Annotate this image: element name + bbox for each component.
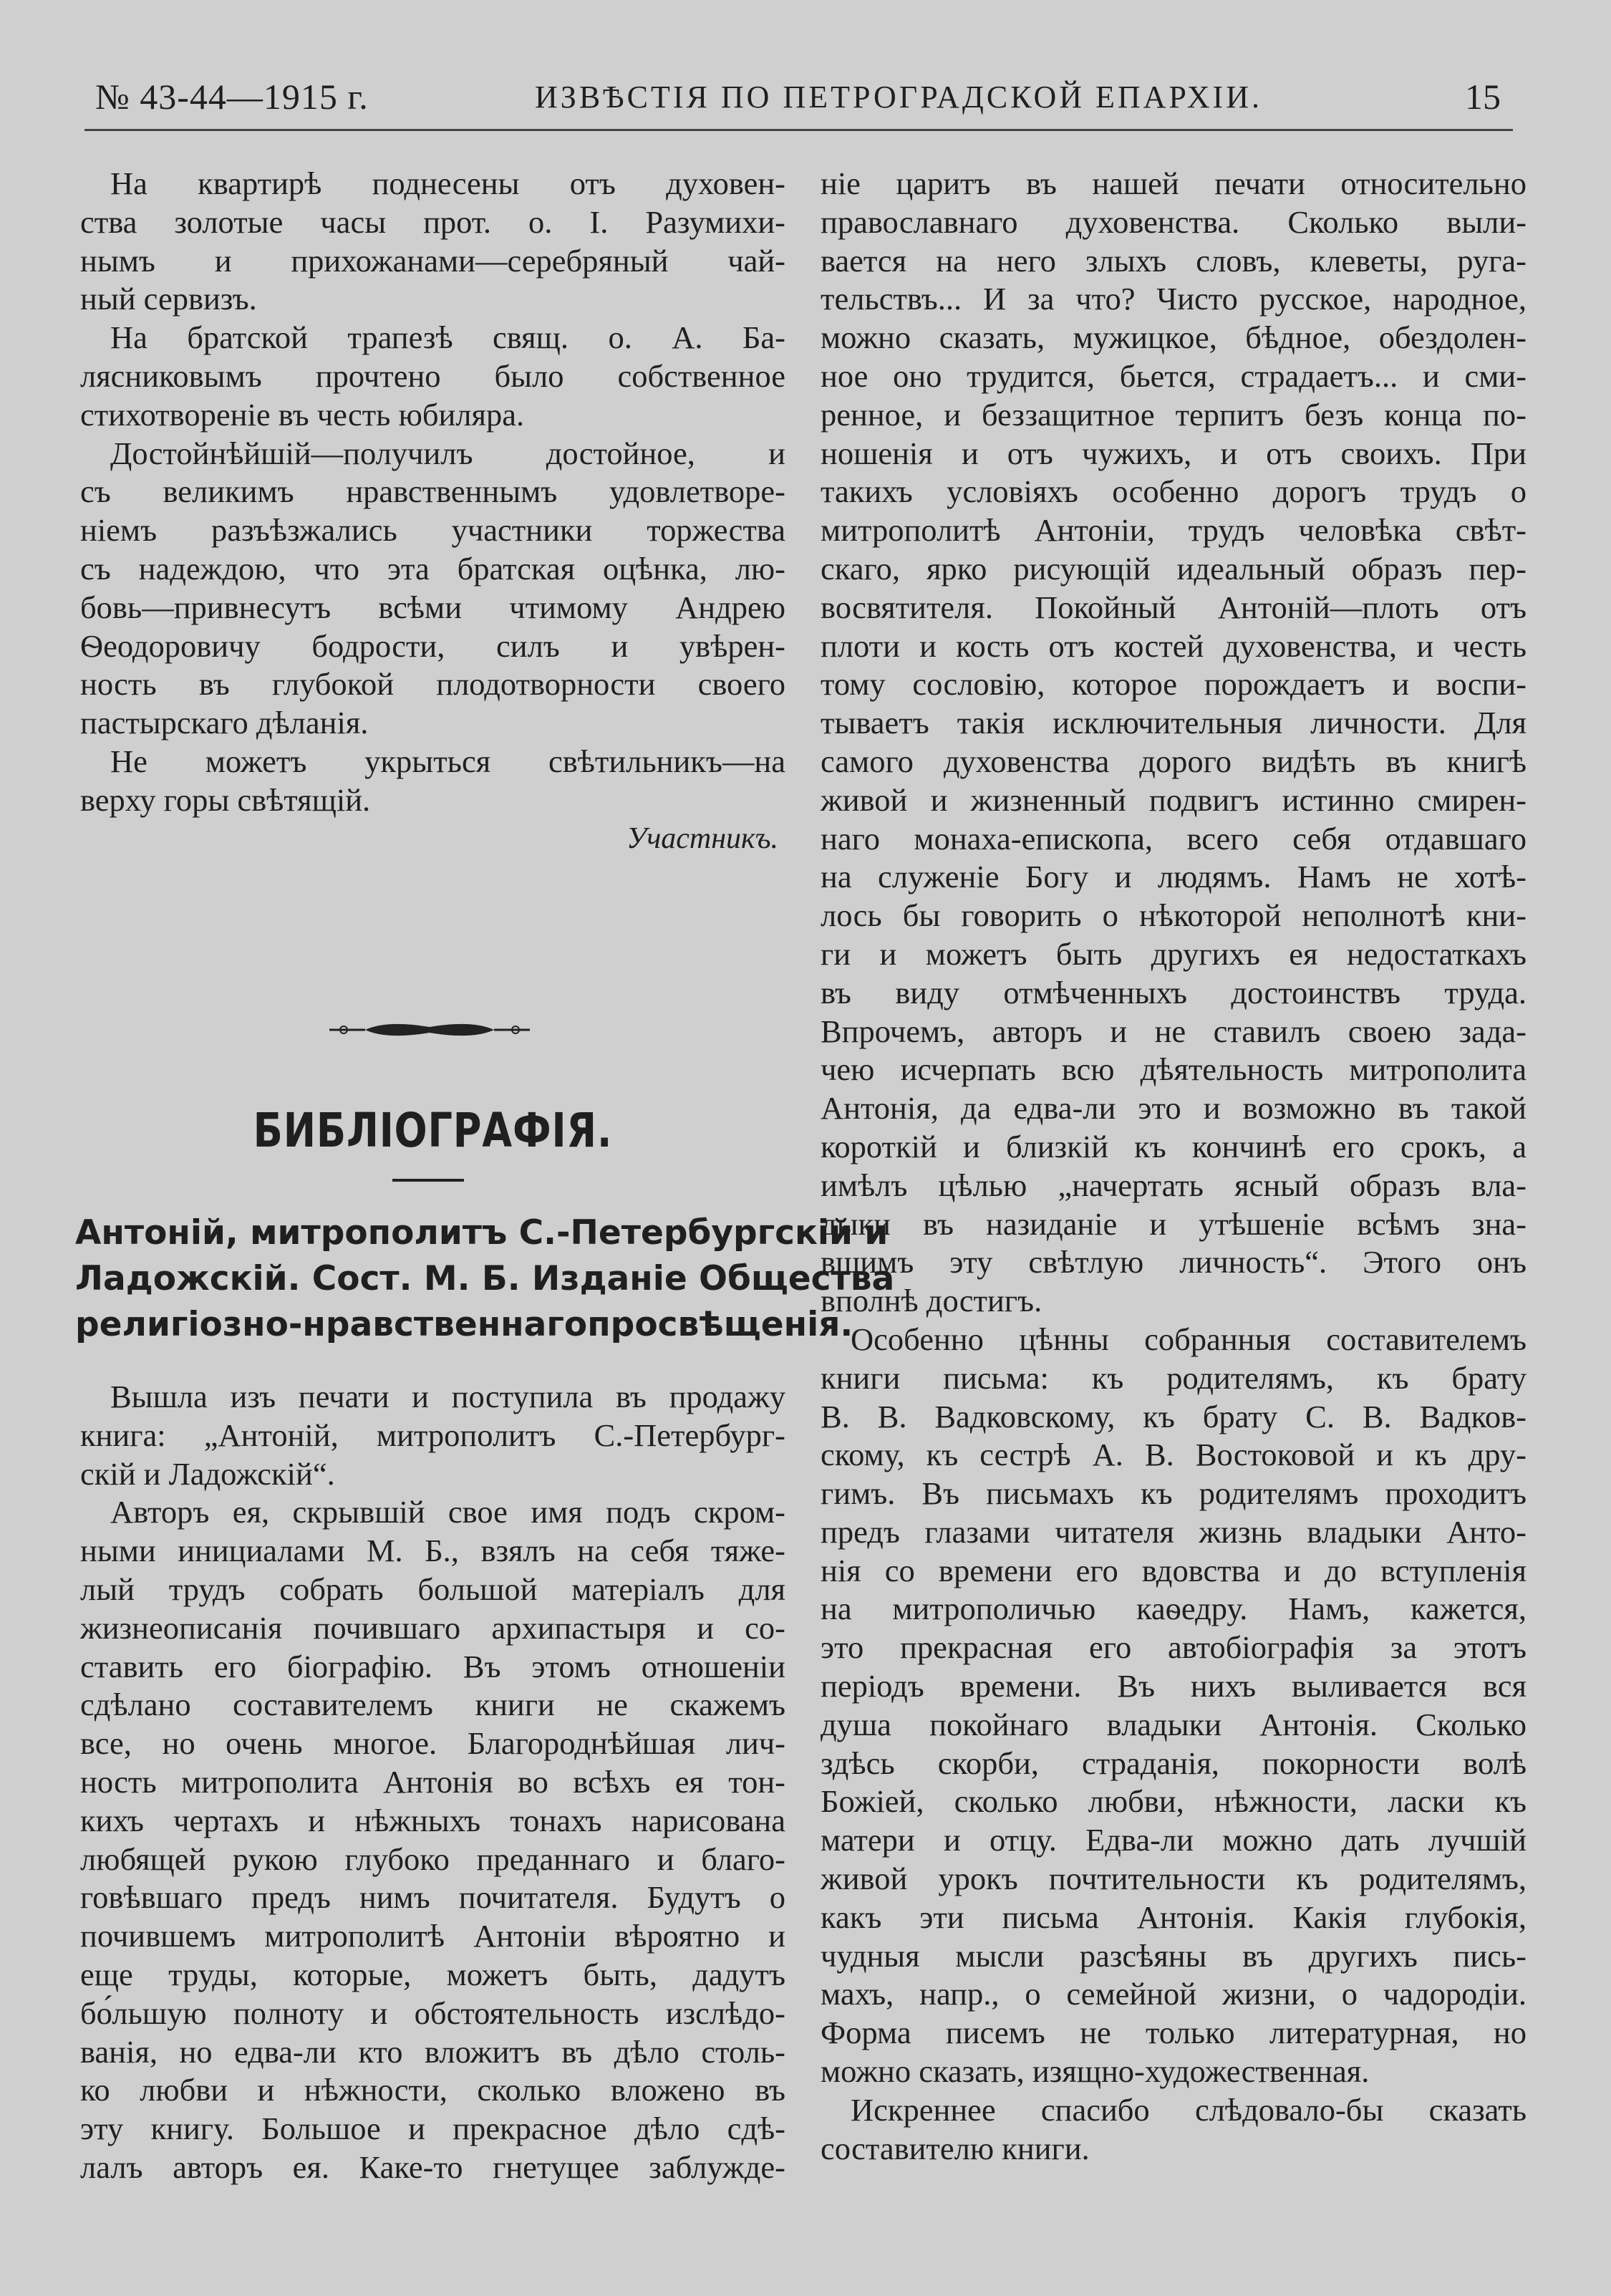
text-line: На квартирѣ поднесены отъ духовен- bbox=[110, 165, 785, 201]
book-title-line: религіозно-нравственнагопросвѣщенія. bbox=[75, 1305, 853, 1344]
text-line: Авторъ ея, скрывшій свое имя подъ скром- bbox=[110, 1494, 785, 1530]
text-line: на митрополичью каѳедру. Намъ, кажется, bbox=[821, 1591, 1527, 1627]
text-line: бо́льшую полноту и обстоятельность изслѣдо- bbox=[80, 1994, 785, 2031]
text-line: Вышла изъ печати и поступила въ продажу bbox=[110, 1379, 785, 1414]
signature: Участникъ. bbox=[626, 821, 778, 855]
text-line: еще труды, которые, можетъ быть, дадутъ bbox=[80, 1956, 785, 1992]
text-line: ношенія и отъ чужихъ, и отъ своихъ. При bbox=[821, 435, 1527, 471]
text-line: вшимъ эту свѣтлую личность“. Этого онъ bbox=[821, 1244, 1527, 1280]
page-number: 15 bbox=[1465, 77, 1501, 117]
text-line: тываетъ такія исключительныя личности. Для bbox=[821, 705, 1527, 741]
text-line: матери и отцу. Едва-ли можно дать лучшій bbox=[821, 1822, 1527, 1858]
page-header bbox=[90, 69, 1511, 119]
text-line: плоти и кость отъ костей духовенства, и честь bbox=[821, 627, 1527, 664]
text-line: В. В. Вадковскому, къ брату С. В. Вадков- bbox=[821, 1398, 1527, 1434]
text-line: лясниковымъ прочтено было собственное bbox=[80, 357, 785, 394]
text-line: верху горы свѣтящій. bbox=[80, 781, 371, 818]
issue-number: № 43-44—1915 г. bbox=[95, 77, 369, 117]
text-line: Искреннее спасибо слѣдовало-бы сказать bbox=[851, 2091, 1527, 2128]
text-line: ставить его біографію. Въ этомъ отношеніи bbox=[80, 1648, 785, 1684]
text-line: Божіей, сколько любви, нѣжности, ласки къ bbox=[821, 1783, 1527, 1820]
text-line: гимъ. Въ письмахъ къ родителямъ проходитъ bbox=[821, 1475, 1527, 1512]
text-line: православнаго духовенства. Сколько выли- bbox=[821, 203, 1527, 240]
text-line: нія со времени его вдовства и до вступленія bbox=[821, 1552, 1527, 1588]
text-line: эту книгу. Большое и прекрасное дѣло сдѣ- bbox=[80, 2111, 785, 2147]
text-line: кихъ чертахъ и нѣжныхъ тонахъ нарисована bbox=[80, 1802, 785, 1838]
text-line: Не можетъ укрыться свѣтильникъ—на bbox=[110, 743, 785, 779]
paragraph bbox=[80, 1378, 785, 1493]
text-line: вполнѣ достигъ. bbox=[821, 1283, 1042, 1319]
text-line: предъ глазами читателя жизнь владыки Анто- bbox=[821, 1513, 1527, 1550]
text-line: чудныя мысли разсѣяны въ другихъ пись- bbox=[821, 1937, 1527, 1974]
book-title bbox=[75, 1210, 895, 1348]
text-line: въ виду отмѣченныхъ достоинствъ труда. bbox=[821, 974, 1527, 1010]
text-line: ніемъ разъѣзжались участники торжества bbox=[80, 512, 785, 549]
section-heading: БИБЛІОГРАФІЯ. bbox=[253, 1103, 613, 1158]
paragraph bbox=[80, 1493, 785, 2186]
text-line: скаго, ярко рисующій идеальный образъ пер- bbox=[821, 550, 1527, 587]
text-line: вается на него злыхъ словъ, клеветы, руга- bbox=[821, 242, 1527, 279]
text-line: Антонія, да едва-ли это и возможно въ такой bbox=[821, 1090, 1527, 1127]
text-line: пастырскаго дѣланія. bbox=[80, 705, 369, 741]
text-line: лый трудъ собрать большой матеріалъ для bbox=[80, 1571, 785, 1607]
text-line: періодъ времени. Въ нихъ выливается вся bbox=[821, 1668, 1527, 1704]
text-line: говѣвшаго предъ нимъ почитателя. Будутъ о bbox=[80, 1879, 785, 1916]
text-line: ное оно трудится, бьется, страдаетъ... и сми- bbox=[821, 357, 1527, 394]
text-line: ги и можетъ быть другихъ ея недостаткахъ bbox=[821, 935, 1527, 972]
text-line: живой урокъ почтительности къ родителямъ, bbox=[821, 1861, 1527, 1897]
paragraph bbox=[80, 743, 785, 820]
text-line: Ѳеодоровичу бодрости, силъ и увѣрен- bbox=[80, 627, 785, 664]
text-line: здѣсь скорби, страданія, покорности волѣ bbox=[821, 1745, 1527, 1781]
text-line: ный сервизъ. bbox=[80, 281, 257, 317]
text-line: ность митрополита Антонія во всѣхъ ея тон- bbox=[80, 1763, 785, 1800]
right-column bbox=[821, 165, 1527, 2168]
text-line: Форма писемъ не только литературная, но bbox=[821, 2015, 1527, 2051]
text-line: книги письма: къ родителямъ, къ брату bbox=[821, 1359, 1527, 1396]
text-line: ными инициалами М. Б., взялъ на себя тяже- bbox=[80, 1533, 785, 1569]
text-line: какъ эти письма Антонія. Какія глубокія, bbox=[821, 1899, 1527, 1935]
text-line: можно сказать, мужицкое, бѣдное, обездолен- bbox=[821, 319, 1527, 356]
header-rule bbox=[84, 129, 1513, 131]
paragraph bbox=[80, 435, 785, 743]
text-line: такихъ условіяхъ особенно дорогъ трудъ о bbox=[821, 473, 1527, 510]
text-line: на служеніе Богу и людямъ. Намъ не хотѣ- bbox=[821, 859, 1527, 895]
paragraph bbox=[80, 319, 785, 434]
paragraph bbox=[821, 1321, 1527, 2091]
text-line: ванія, но едва-ли кто вложитъ въ дѣло столь- bbox=[80, 2033, 785, 2070]
paragraph bbox=[821, 2091, 1527, 2169]
text-line: чею исчерпать всю дѣятельность митрополита bbox=[821, 1051, 1527, 1088]
text-line: это прекрасная его автобіографія за этотъ bbox=[821, 1629, 1527, 1666]
text-line: скому, къ сестрѣ А. В. Востоковой и къ дру- bbox=[821, 1437, 1527, 1473]
left-column-top bbox=[80, 165, 785, 858]
heading-rule bbox=[392, 1179, 464, 1182]
text-line: любящей рукою глубоко преданнаго и благо- bbox=[80, 1841, 785, 1877]
text-line: восвятителя. Покойный Антоній—плоть отъ bbox=[821, 589, 1527, 625]
text-line: можно сказать, изящно-художественная. bbox=[821, 2053, 1370, 2090]
text-line: душа покойнаго владыки Антонія. Сколько bbox=[821, 1706, 1527, 1742]
text-line: стихотвореніе въ честь юбиляра. bbox=[80, 396, 525, 433]
text-line: все, но очень многое. Благороднѣйшая лич- bbox=[80, 1725, 785, 1762]
text-line: скій и Ладожскій“. bbox=[80, 1455, 335, 1492]
text-line: съ надеждою, что эта братская оцѣнка, лю- bbox=[80, 550, 785, 587]
text-line: почившемъ митрополитѣ Антоніи вѣроятно и bbox=[80, 1918, 785, 1954]
text-line: наго монаха-епископа, всего себя отдавшаго bbox=[821, 820, 1527, 857]
text-line: ніе царитъ въ нашей печати относительно bbox=[821, 165, 1527, 201]
text-line: нымъ и прихожанами—серебряный чай- bbox=[80, 242, 785, 279]
text-line: составителю книги. bbox=[821, 2130, 1090, 2166]
ornament-divider bbox=[322, 1016, 537, 1044]
text-line: ренное, и беззащитное терпитъ безъ конца по- bbox=[821, 396, 1527, 433]
text-line: Впрочемъ, авторъ и не ставилъ своею зада- bbox=[821, 1013, 1527, 1049]
text-line: Достойнѣйшій—получилъ достойное, и bbox=[110, 435, 785, 471]
text-line: ко любви и нѣжности, сколько вложено въ bbox=[80, 2072, 785, 2108]
text-line: тому сословію, которое порождаетъ и воспи- bbox=[821, 666, 1527, 703]
text-line: сдѣлано составителемъ книги не скажемъ bbox=[80, 1687, 785, 1723]
text-line: лалъ авторъ ея. Каке-то гнетущее заблужде- bbox=[80, 2148, 785, 2185]
text-line: имѣлъ цѣлью „начертать ясный образъ вла- bbox=[821, 1167, 1527, 1203]
text-line: Особенно цѣнны собранныя составителемъ bbox=[851, 1321, 1527, 1357]
text-line: митрополитѣ Антоніи, трудъ человѣка свѣт- bbox=[821, 512, 1527, 549]
text-line: ность въ глубокой плодотворности своего bbox=[80, 666, 785, 703]
book-title-line: Ладожскій. Сост. М. Б. Изданіе Общества bbox=[75, 1259, 895, 1298]
paragraph bbox=[80, 165, 785, 319]
text-line: бовь—привнесутъ всѣми чтимому Андрею bbox=[80, 589, 785, 625]
journal-title: ИЗВѢСТІЯ ПО ПЕТРОГРАДСКОЙ ЕПАРХІИ. bbox=[535, 79, 1262, 115]
text-line: живой и жизненный подвигъ истинно смирен- bbox=[821, 781, 1527, 818]
book-title-line: Антоній, митрополитъ С.-Петербургскій и bbox=[75, 1213, 889, 1253]
text-line: тельствъ... И за что? Чисто русское, народное, bbox=[821, 281, 1527, 317]
text-line: дыки въ назиданіе и утѣшеніе всѣмъ зна- bbox=[821, 1205, 1527, 1242]
left-column-bottom bbox=[80, 1378, 785, 2187]
text-line: жизнеописанія почившаго архипастыря и со- bbox=[80, 1609, 785, 1646]
paragraph bbox=[821, 165, 1527, 1321]
text-line: лось бы говорить о нѣкоторой неполнотѣ кни- bbox=[821, 897, 1527, 934]
text-line: ства золотые часы прот. о. І. Разумихи- bbox=[80, 203, 785, 240]
text-line: самого духовенства дорого видѣть въ книгѣ bbox=[821, 743, 1527, 779]
text-line: махъ, напр., о семейной жизни, о чадородіи. bbox=[821, 1976, 1527, 2012]
text-line: короткій и близкій къ кончинѣ его срокъ, а bbox=[821, 1128, 1527, 1164]
text-line: книга: „Антоній, митрополитъ С.-Петербург- bbox=[80, 1417, 785, 1453]
text-line: На братской трапезѣ свящ. о. А. Ба- bbox=[110, 319, 785, 356]
text-line: съ великимъ нравственнымъ удовлетворе- bbox=[80, 473, 785, 510]
